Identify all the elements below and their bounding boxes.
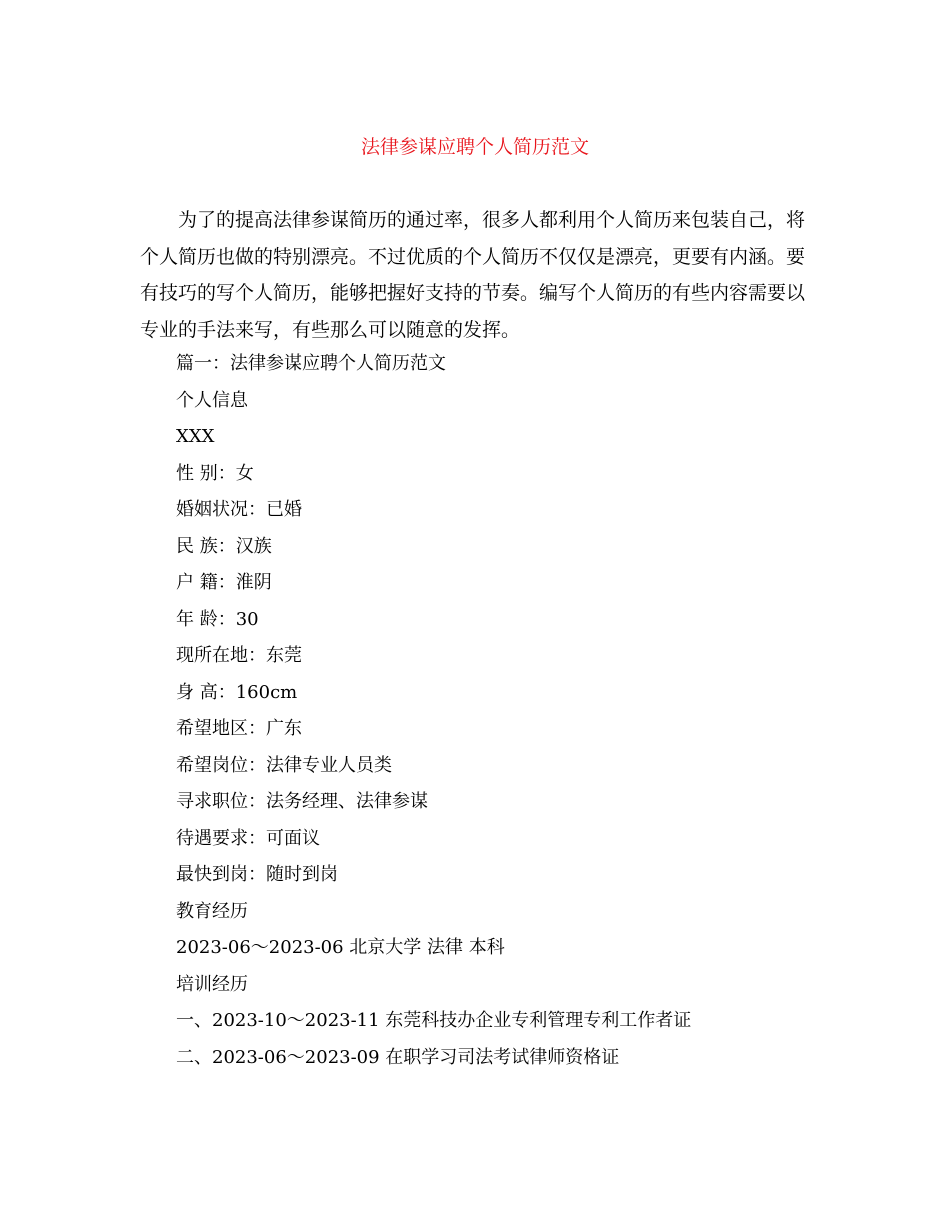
training-entry: 二、2023-06～2023-09 在职学习司法考试律师资格证 [176,1046,620,1068]
intro-paragraph: 为了的提高法律参谋简历的通过率，很多人都利用个人简历来包装自己，将个人简历也做的特别漂亮。不过优质的个人简历不仅仅是漂亮，更要有内涵。要有技巧的写个人简历，能够把握好支持的节奏。编写个人简历的有些内容需要以专业的手法来写，有些那么可以随意的发挥。 [140,209,806,341]
info-line: 性 别：女 [176,462,254,484]
resume-lines [176,346,691,1076]
section-heading: 个人信息 [176,389,248,411]
info-line: 民 族：汉族 [176,535,272,557]
info-line: 户 籍：淮阴 [176,572,272,593]
info-line: 身 高：160cm [176,681,298,703]
section-heading: 培训经历 [176,973,248,995]
section-heading: 教育经历 [176,900,248,922]
education-entry: 2023-06～2023-06 北京大学 法律 本科 [176,937,505,958]
info-line: 希望岗位：法律专业人员类 [176,754,392,776]
section-heading: 篇一：法律参谋应聘个人简历范文 [176,353,446,374]
info-line: 现所在地：东莞 [176,645,302,666]
info-line: 待遇要求：可面议 [176,827,320,849]
info-line: 寻求职位：法务经理、法律参谋 [176,791,428,812]
info-line: 希望地区：广东 [176,718,302,739]
info-line: 年 龄：30 [176,608,259,630]
name-line: XXX [176,426,215,447]
training-entry: 一、2023-10～2023-11 东莞科技办企业专利管理专利工作者证 [176,1010,692,1031]
info-line: 婚姻状况：已婚 [176,499,302,520]
info-line: 最快到岗：随时到岗 [176,864,338,885]
document-title: 法律参谋应聘个人简历范文 [360,136,589,158]
